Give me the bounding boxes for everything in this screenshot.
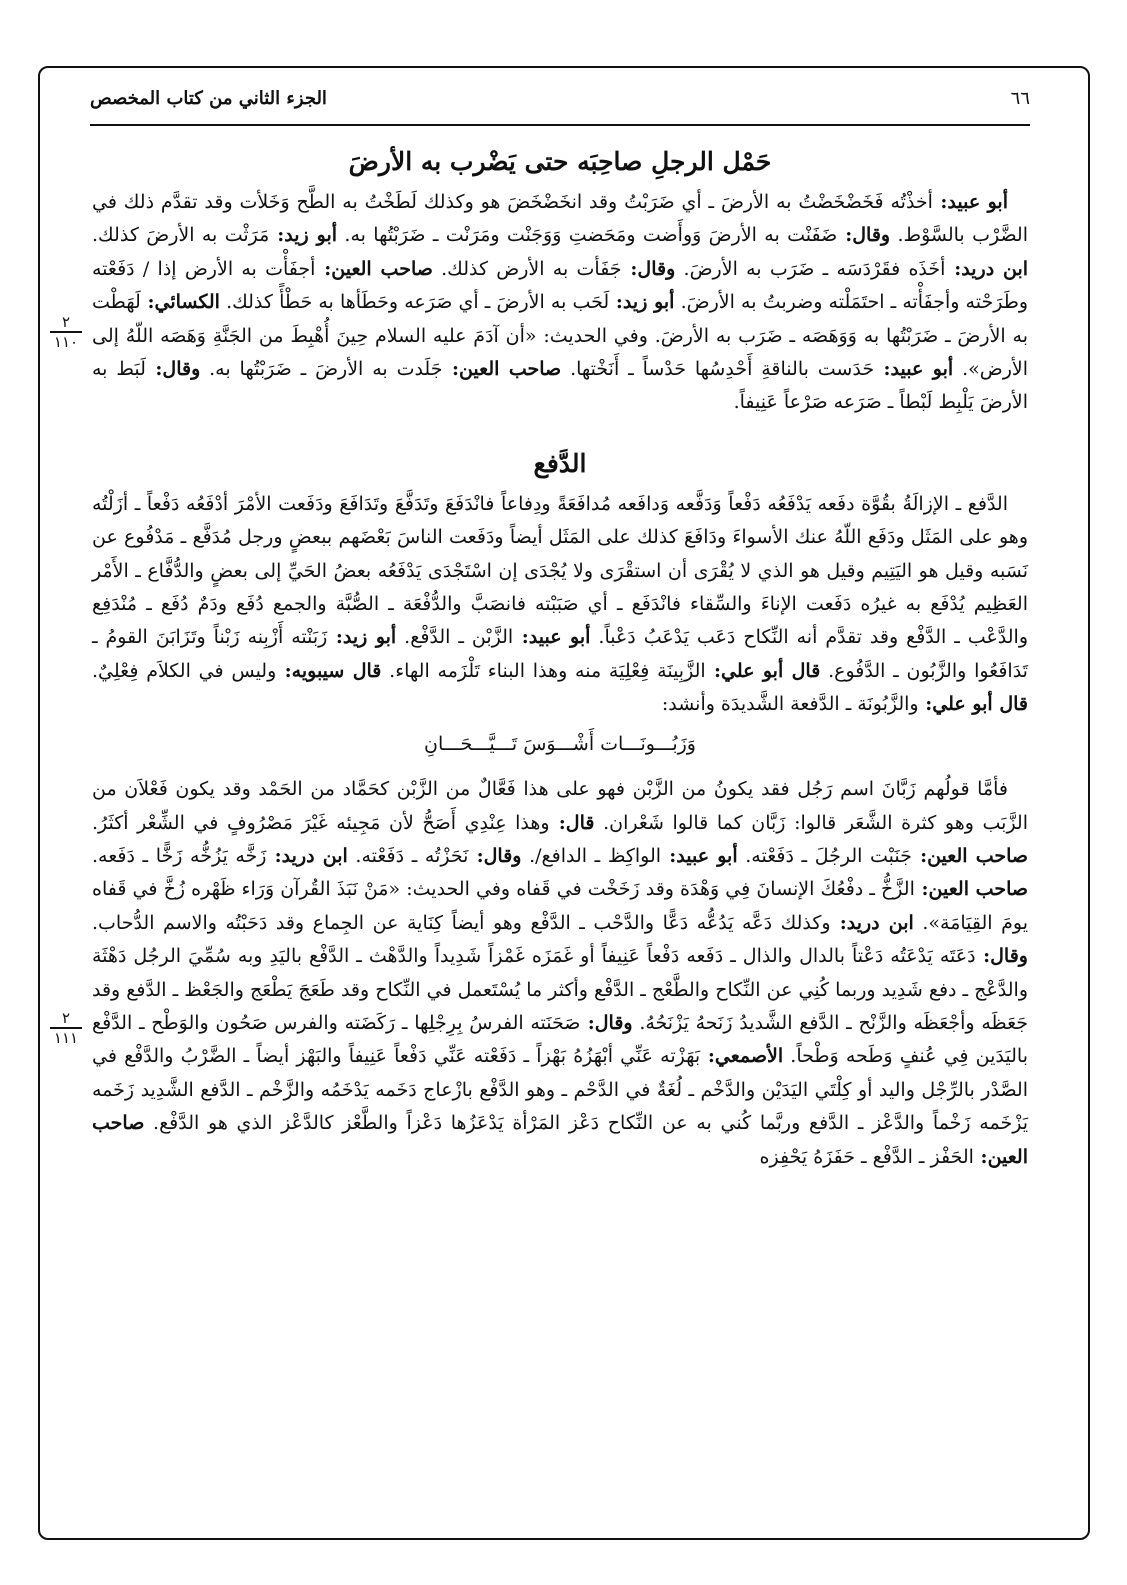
cited-authority: صاحب العين:: [315, 257, 433, 280]
margin-reference-2: [46, 1010, 86, 1046]
cited-authority: أبو زيد:: [327, 626, 397, 649]
cited-authority: قال:: [549, 811, 595, 834]
cited-authority: صاحب العين:: [911, 844, 1029, 867]
margin-reference-1: [46, 314, 86, 350]
poetry-verse: وَزَبُـــونَـــات أَشْـــوَسَ تَـــيَّـــحَـــانِ: [424, 732, 696, 755]
cited-authority: أبو زيد:: [609, 291, 675, 314]
text-run: وكذلك دَعَّه يَدُعُّه دَعًّا والدَّحْب ـ الدَّفْع وهو أيضاً كِنَاية عن الجِماع وقد دَحَبْتُه والاسم الدُّحاب.: [92, 911, 831, 934]
text-run: ضَفَنْت به الأرضَ وَوأَضت ومَحَضتِ وَوَجَنْت ومَرَنْت ـ ضَرَبْتُها به.: [337, 224, 838, 247]
text-run: أخَذَه فقَرْدَسَه ـ ضَرَب به الأرضَ.: [675, 257, 946, 280]
text-run: مَرَثْت به الأرضَ كذلك.: [92, 224, 270, 247]
cited-authority: أبو زيد:: [269, 224, 338, 247]
text-run: زَبَنْته أَزْبِنه زَبْناً وتَزَابَنَ القومُ ـ تَدَافَعُوا والزَّبُون ـ الدَّفُوع.: [92, 626, 1028, 682]
text-run: لَبَط به الأرضَ يَلْبِط لَبْطاً ـ صَرَعه صَرْعاً عَنِيفاً.: [92, 358, 1028, 414]
page-number: ٦٦: [1010, 88, 1030, 109]
cited-authority: أبو عبيد:: [932, 191, 1008, 213]
section-paragraph: [92, 773, 1028, 1174]
cited-authority: وقال:: [837, 224, 891, 247]
cited-authority: صاحب العين:: [442, 358, 562, 381]
section-paragraph: [92, 186, 1028, 420]
running-title: الجزء الثاني من كتاب المخصص: [90, 88, 327, 109]
cited-authority: وقال:: [580, 1011, 633, 1034]
cited-authority: وقال:: [468, 844, 522, 867]
text-run: زَخَّه يَزُخُّه زَخًّا ـ دَفَعه.: [92, 844, 267, 867]
cited-authority: وقال:: [975, 945, 1028, 968]
cited-authority: أبو عبيد:: [513, 626, 591, 649]
text-run: صَحَنَته الفرسُ بِرِجْلِها ـ رَكَضَته والفرس صَحُون والوَطْح ـ الدَّفْع باليَدَين فِي عُنفٍ وَطَحه وَطْحاً.: [92, 1011, 1028, 1068]
cited-authority: قال أبو علي:: [705, 659, 821, 682]
text-run: جَنَبْت الرجُلَ ـ دَفَعْته.: [737, 844, 912, 867]
text-run: بَهَزْته عَنِّي أبْهَزُهُ بَهْزاً ـ دَفَعْته عَنِّي دَفْعاً عَنِيفاً والبَهْز أيضاً ـ الضَّرْبُ والدَّفْع في الصَّدْر بالرِّجْل واليد أو كِلْتَي اليَدَيْن والدَّخْم ـ لُغَةٌ في الدَّحْم ـ وهو الدَّفْع بازْعاج دَخَمه يَدْخَمُه والزَّخْم ـ الدَّفع الشَّدِيد زَخَمه يَزْخَمه زَخْماً والدَّعْز ـ الدَّفع وربَّما كُني به عن النِّكاح دَعْز المَرْأة يَدْعَزُها دَعْزاً والطَّعْز كالدَّعْز الذي هو الدَّفْع.: [92, 1045, 1028, 1135]
page-header: [90, 84, 1030, 120]
text-run: حَدَست بالناقةِ أَحْدِسُها حَدْساً ـ أَنَخْتها.: [561, 358, 875, 381]
margin-ref-volume: ٢: [61, 1009, 71, 1027]
text-run: الزَّبِينَة فِعْلِيَة منه وهذا البناء تَلْزَمه الهاء.: [381, 659, 706, 682]
cited-authority: ابن دريد:: [266, 844, 348, 867]
text-run: فأمَّا قولُهم زَبَّانَ اسم رَجُل فقد يكونُ من الزَّبْن فهو على هذا فَعَّالٌ من الزَّبْن كحَمَّاد من الحَمْد وقد يكون فَعْلاَن من الزَّبَب وهو كثرة الشَّعَر قالوا: زَبَّان كما قالوا شَعْران.: [92, 778, 1029, 834]
text-run: لَهَطْت به الأرضَ ـ ضَرَبْتُها به وَوَهَصَه ـ ضَرَب به الأرضَ. وفي الحديث: «أن آدَمَ عليه السلام حِينَ أُهْبِطَ من الجَنَّةِ وَهَصَه اللّهُ إلى الأرض».: [92, 291, 1028, 381]
cited-authority: ابن دريد:: [945, 257, 1029, 280]
text-run: وهذا عِنْدِي أَصَحُّ لأن مَجِيئه غَيْرَ مَصْرُوفٍ في الشِّعْر أكثَرُ.: [92, 811, 550, 834]
header-rule: [90, 124, 1030, 126]
text-run: أجفَأْت به الأرض إذا / دَفَعْته وطَرَحْته وأجفَأْته ـ احتَمَلْته وضربتُ به الأرضَ.: [92, 257, 1028, 314]
page-body: [92, 140, 1028, 1174]
text-run: أخذْتُه فَخَضْخَضْتُ به الأرضَ ـ أي ضَرَبْتُ وقد انخَضْخَضَ هو وكذلك لَطَخْتُ به الطَّح وَخَلأت وقد تقدَّم ذلك في الضَّرْب بالسَّوْط.: [92, 191, 1028, 247]
cited-authority: وقال:: [621, 257, 676, 280]
text-run: الزَّخُّ ـ دفْعُكَ الإنسانَ فِي وَهْدَة وقد زَخَخْت في قَفاه وفي الحديث: «مَنْ نَبَذَ القُرآن وَرَاء ظَهْره زُخَّ في قَفاه يومَ القِيَامَة».: [92, 878, 1028, 934]
text-run: الواكِظ ـ الدافع/.: [521, 844, 662, 867]
text-run: والزَّبُونَة ـ الدَّفعة الشَّديدَة وأنشد:: [661, 693, 919, 716]
text-run: الزَّبْن ـ الدَّفْع.: [396, 626, 514, 649]
text-run: الدَّفع ـ الإزالَةُ بقُوَّة دفَعه يَدْفَعُه دَفْعاً وَدَفَّعه وَدافَعه مُدافَعَةً ودِفاعاً فانْدَفَعَ وتَدَفَّعَ وتَدَافَعَ ودَفَعت الأمْرَ أدْفَعُه دَفْعاً ـ أزَلْتُه وهو على المَثَل ودَفَع اللّهُ عنك الأسواءَ ودَافَعَ كذلك على المَثَل أيضاً ودَفَعت الناسَ بَعْضَهم ببعضٍ ورجل مُدَفَّع ـ مَدْفُوع عن نَسَبه وقيل هو اليَتِيم وقيل هو الذي لا يُقْرَى أن استقْرَى ولا يُجْدَى إن اسْتَجْدَى يَدْفَعُه بعضُ الحَيِّ إلى بعضٍ والدُّفَّاع ـ الأَمْر العَظِيم يُدْفَع به غيرُه دَفَعت الإناءَ والسِّقاء فانْدَفَع ـ أي صَبَبْته فانصَبَّ والدُّفْعَة ـ الصُّبَّة والجمع دُفَع ودَمٌ دُفَع ـ مُنْدَفِع والدَّعْب ـ الدَّفْع وقد تقدَّم أنه النِّكاح دَعَب يَدْعَبُ دَعْباً.: [92, 492, 1029, 649]
cited-authority: أبو عبيد:: [874, 358, 954, 381]
cited-authority: أبو عبيد:: [661, 844, 738, 867]
cited-authority: قال سيبويه:: [276, 659, 382, 682]
cited-authority: قال أبو علي:: [918, 693, 1028, 716]
cited-authority: ابن دريد:: [830, 911, 914, 934]
text-run: نَحَزْتُه ـ دَفَعْته.: [347, 844, 469, 867]
cited-authority: الكسائي:: [140, 291, 220, 314]
section-heading-pushing: الدَّفع: [533, 448, 587, 478]
text-run: جَلَدت به الأرضَ ـ ضَرَبْتُها به.: [200, 358, 443, 381]
text-run: لَحَب به الأرضَ ـ أي صَرَعه وحَطَأها به حَطْأً كذلك.: [219, 291, 610, 314]
text-run: دَعَتَه يَدْعَتُه دَعْتاً بالدال والذال ـ دَفَعه دَفْعاً عَنِيفاً أو غَمَزَه غَمْزاً شَدِيداً والدَّهْث ـ الدَّفْع باليَدِ وبه سُمِّيَ الرجُل دَهْثَة والدَّعْج ـ دفع شَدِيد وربما كُنِي عن النِّكاح والطَّعْج ـ الدَّفْع وأكثر ما يُسْتَعمل في النِّكاح وقد طَعَجَ يَطْعَج والجَعْظ ـ الدَّفع وقد جَعَظَه وأجْعَظَه والزَّنْح ـ الدَّفع الشَّديدُ زَنَحهُ يَزْنَحُهُ.: [92, 945, 1029, 1034]
text-run: وليس في الكلاَم فِعْلِيٌ.: [92, 659, 277, 682]
margin-ref-volume: ٢: [61, 313, 71, 331]
text-run: الحَفْز ـ الدَّفْع ـ حَفَزَهُ يَحْفِزه: [759, 1145, 974, 1168]
cited-authority: وقال:: [145, 358, 201, 381]
section-heading-carrying: حَمْل الرجلِ صاحِبَه حتى يَضْرب به الأرضَ: [348, 147, 772, 176]
section-paragraph: [92, 488, 1028, 722]
cited-authority: الأصمعي:: [700, 1045, 784, 1068]
margin-ref-page: ١١١: [53, 1028, 79, 1047]
cited-authority: صاحب العين:: [92, 1112, 1028, 1168]
text-run: جَفَأت به الأرض كذلك.: [432, 257, 622, 280]
cited-authority: صاحب العين:: [914, 878, 1029, 901]
margin-ref-page: ١١٠: [53, 332, 79, 351]
